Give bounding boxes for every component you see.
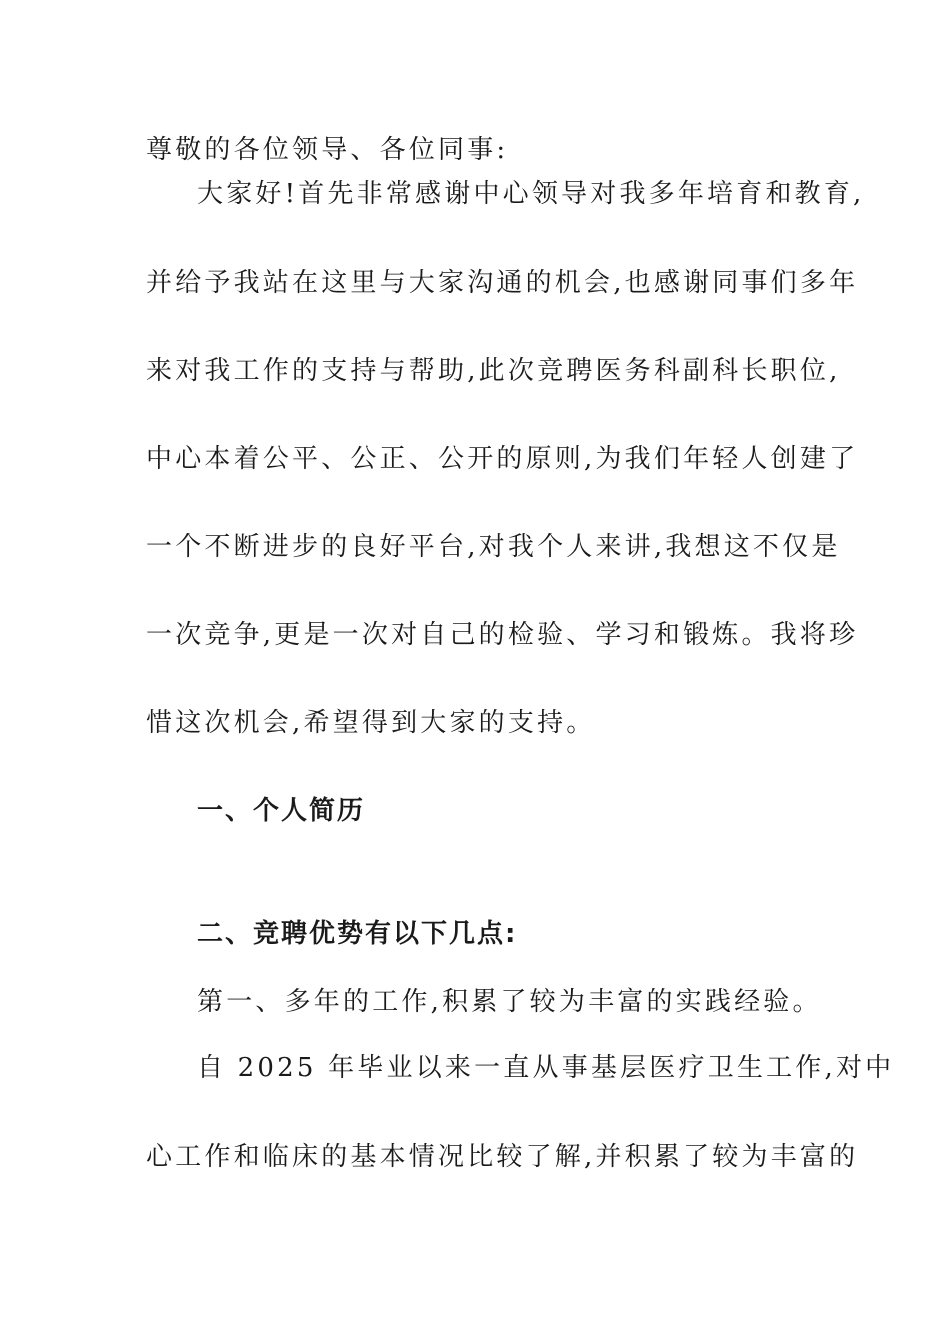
paragraph-1-line-6: 一次竞争,更是一次对自己的检验、学习和锻炼。我将珍 xyxy=(146,620,859,650)
paragraph-1-line-4: 中心本着公平、公正、公开的原则,为我们年轻人创建了 xyxy=(146,444,859,474)
paragraph-1-line-3: 来对我工作的支持与帮助,此次竞聘医务科副科长职位, xyxy=(146,356,841,386)
section-heading-advantages: 二、竞聘优势有以下几点: xyxy=(197,919,518,949)
section-heading-resume: 一、个人简历 xyxy=(197,796,366,826)
paragraph-1-line-2: 并给予我站在这里与大家沟通的机会,也感谢同事们多年 xyxy=(146,268,859,298)
paragraph-2-line-2: 心工作和临床的基本情况比较了解,并积累了较为丰富的 xyxy=(146,1142,859,1172)
paragraph-2-line-1: 自 2025 年毕业以来一直从事基层医疗卫生工作,对中 xyxy=(197,1053,895,1083)
salutation: 尊敬的各位领导、各位同事: xyxy=(146,135,509,165)
point-1: 第一、多年的工作,积累了较为丰富的实践经验。 xyxy=(197,987,822,1017)
paragraph-1-line-7: 惜这次机会,希望得到大家的支持。 xyxy=(146,708,596,738)
paragraph-1-line-1: 大家好!首先非常感谢中心领导对我多年培育和教育, xyxy=(197,179,865,209)
paragraph-1-line-5: 一个不断进步的良好平台,对我个人来讲,我想这不仅是 xyxy=(146,532,841,562)
